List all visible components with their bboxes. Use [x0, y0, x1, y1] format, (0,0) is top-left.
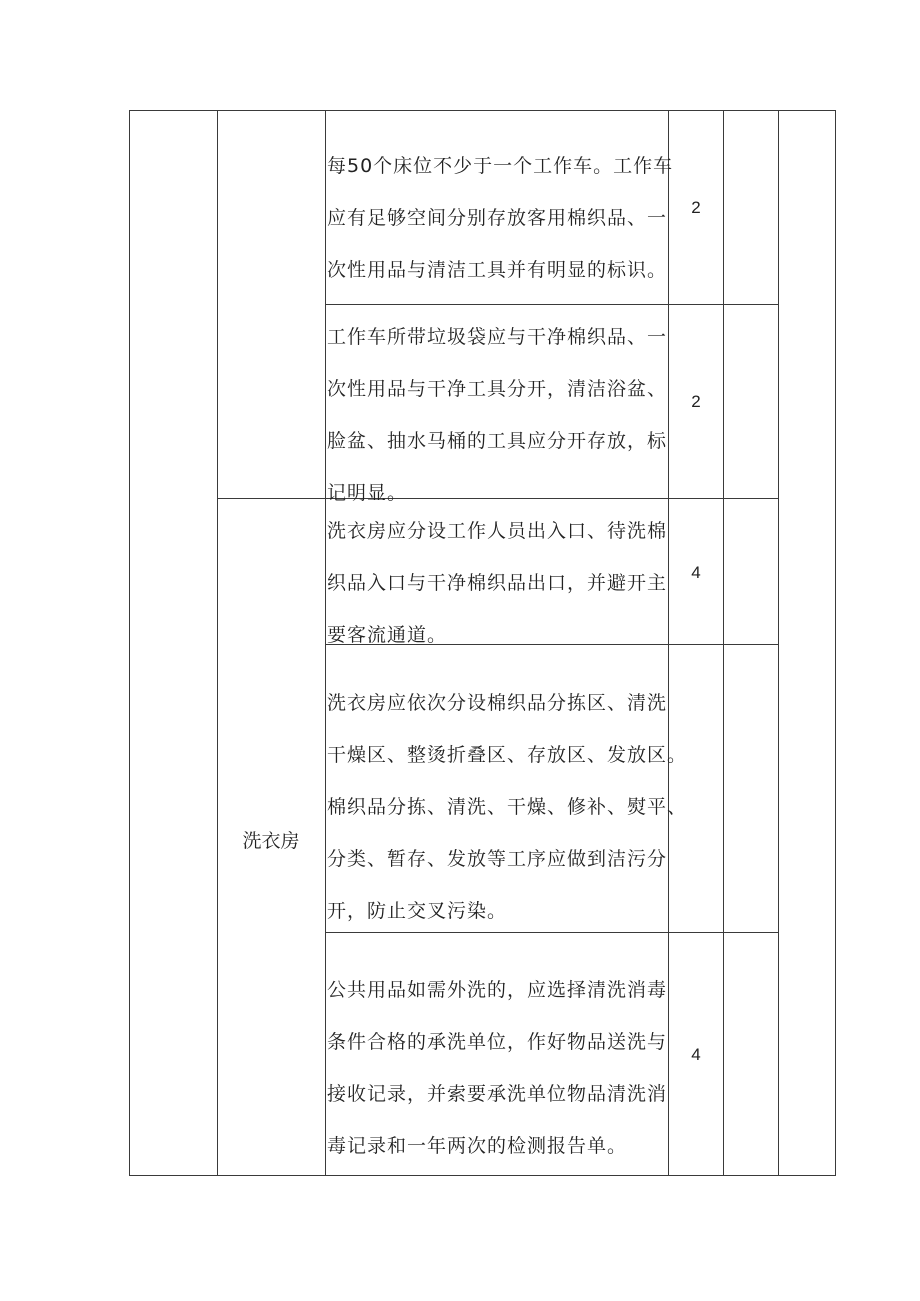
- table-border-left: [129, 110, 130, 1176]
- text-line: 织品入口与干净棉织品出口，并避开主: [327, 572, 668, 594]
- text-line: 干燥区、整烫折叠区、存放区、发放区。: [327, 744, 688, 766]
- requirement-text: [327, 964, 667, 1172]
- text-line: 开，防止交叉污染。: [327, 900, 508, 922]
- column-divider: [217, 110, 218, 1176]
- text-line: 记明显。: [327, 482, 408, 504]
- table-border-top: [129, 110, 836, 111]
- text-line: 工作车所带垃圾袋应与干净棉织品、一: [327, 326, 668, 348]
- text-line: 要客流通道。: [327, 624, 448, 646]
- score-cell: 4: [691, 1045, 701, 1064]
- column-divider: [723, 110, 724, 1176]
- requirement-text: [327, 140, 673, 296]
- category-label: 洗衣房: [242, 830, 300, 852]
- score-cell: 4: [691, 563, 701, 582]
- column-divider: [325, 110, 326, 1176]
- text-line: 每50个床位不少于一个工作车。工作车: [327, 155, 674, 177]
- text-line: 棉织品分拣、清洗、干燥、修补、熨平、: [327, 796, 688, 818]
- text-line: 条件合格的承洗单位，作好物品送洗与: [327, 1031, 668, 1053]
- text-line: 次性用品与清洁工具并有明显的标识。: [327, 259, 668, 281]
- table-border-bottom: [129, 1175, 836, 1176]
- column-divider: [778, 110, 779, 1176]
- score-cell: 2: [691, 198, 701, 217]
- text-line: 接收记录，并索要承洗单位物品清洗消: [327, 1083, 668, 1105]
- text-line: 次性用品与干净工具分开，清洁浴盆、: [327, 378, 668, 400]
- text-line: 应有足够空间分别存放客用棉织品、一: [327, 207, 668, 229]
- requirement-text: [327, 505, 667, 661]
- text-line: 洗衣房应依次分设棉织品分拣区、清洗: [327, 692, 668, 714]
- text-line: 分类、暂存、发放等工序应做到洁污分: [327, 848, 668, 870]
- row-divider: [325, 304, 779, 305]
- text-line: 脸盆、抽水马桶的工具应分开存放，标: [327, 430, 668, 452]
- requirement-text: [327, 677, 687, 937]
- score-cell: 2: [691, 392, 701, 411]
- text-line: 公共用品如需外洗的，应选择清洗消毒: [327, 979, 668, 1001]
- text-line: 洗衣房应分设工作人员出入口、待洗棉: [327, 520, 668, 542]
- requirement-text: [327, 311, 667, 519]
- table-border-right: [835, 110, 836, 1176]
- text-line: 毒记录和一年两次的检测报告单。: [327, 1135, 628, 1157]
